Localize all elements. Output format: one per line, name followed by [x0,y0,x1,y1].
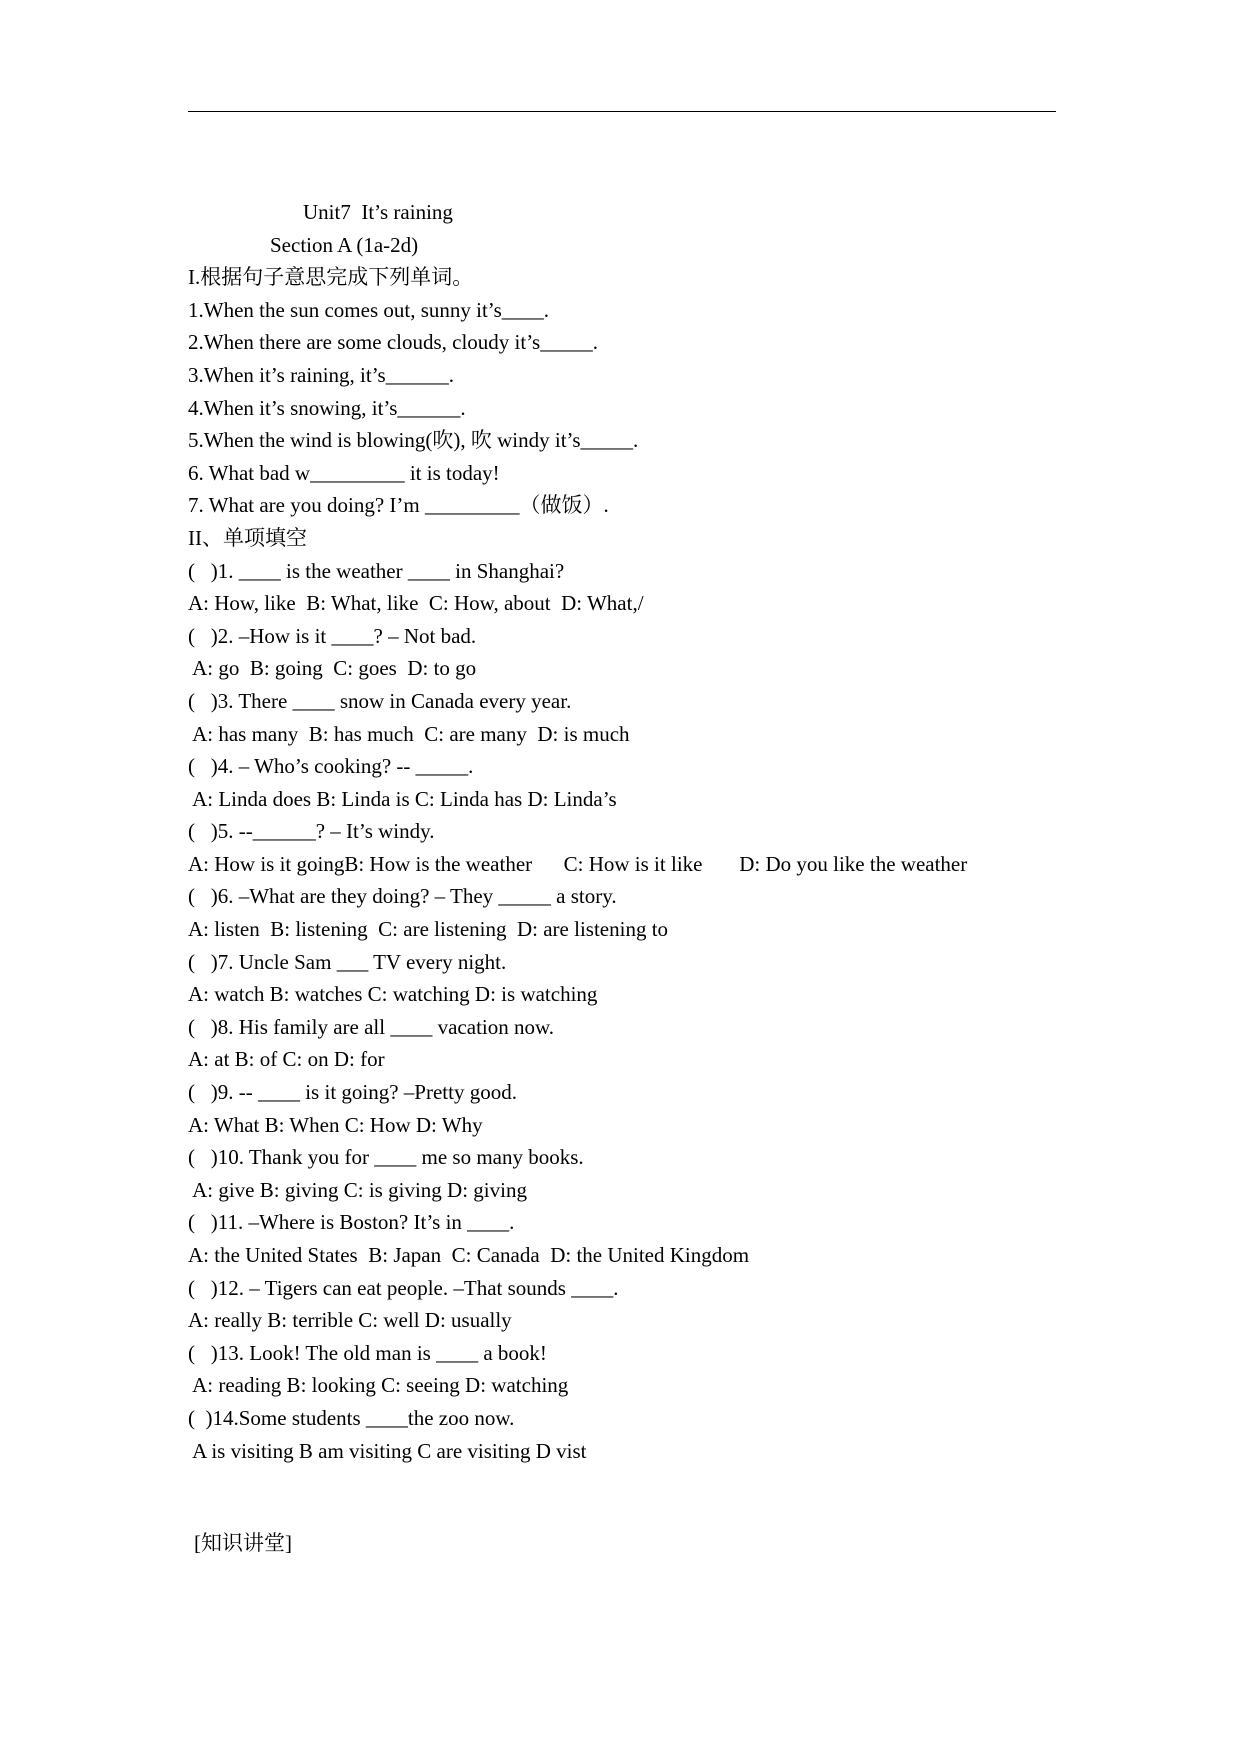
question-stem: ( )3. There ____ snow in Canada every year. [188,688,572,713]
question-stem: ( )6. –What are they doing? – They _____ a story. [188,884,617,909]
part1-item: 7. What are you doing? I’m _________（做饭）. [188,493,609,518]
question-options: A: at B: of C: on D: for [188,1047,385,1072]
part1-heading: I.根据句子意思完成下列单词。 [188,265,474,290]
question-stem: ( )13. Look! The old man is ____ a book! [188,1340,547,1365]
question-options: A: watch B: watches C: watching D: is watching [188,982,598,1007]
question-options: A: How, like B: What, like C: How, about D: What,/ [188,591,644,616]
question-options: A: reading B: looking C: seeing D: watching [188,1373,569,1398]
question-options: A: listen B: listening C: are listening D: are listening to [188,917,669,942]
worksheet-content [188,196,1188,1560]
question-stem: ( )11. –Where is Boston? It’s in ____. [188,1210,515,1235]
question-options: A: go B: going C: goes D: to go [188,656,477,681]
question-options: A: Linda does B: Linda is C: Linda has D: Linda’s [188,786,617,811]
part1-item: 3.When it’s raining, it’s______. [188,362,454,387]
section-title: Section A (1a-2d) [270,232,419,257]
question-stem: ( )4. – Who’s cooking? -- _____. [188,754,474,779]
question-options: A: How is it goingB: How is the weather C: How is it like D: Do you like the weather [188,851,968,876]
question-stem: ( )10. Thank you for ____ me so many books. [188,1145,584,1170]
part1-item: 6. What bad w_________ it is today! [188,460,500,485]
part1-item: 4.When it’s snowing, it’s______. [188,395,466,420]
unit-title: Unit7 It’s raining [303,200,453,224]
question-options: A: the United States B: Japan C: Canada D: the United Kingdom [188,1243,750,1267]
question-stem: ( )7. Uncle Sam ___ TV every night. [188,949,507,974]
question-stem: ( )5. --______? – It’s windy. [188,819,435,844]
spacer [188,1467,1188,1527]
question-stem: ( )9. -- ____ is it going? –Pretty good. [188,1080,517,1105]
question-options: A: has many B: has much C: are many D: is much [188,721,630,746]
knowledge-heading: [知识讲堂] [194,1531,292,1556]
part1-item: 2.When there are some clouds, cloudy it’s_____. [188,330,598,355]
part1-item: 1.When the sun comes out, sunny it’s____. [188,297,550,322]
part1-item: 5.When the wind is blowing(吹), 吹 windy it’s_____. [188,428,639,453]
question-stem: ( )1. ____ is the weather ____ in Shanghai? [188,558,565,583]
question-stem: ( )14.Some students ____the zoo now. [188,1405,515,1430]
question-options: A: give B: giving C: is giving D: giving [188,1177,527,1202]
question-options: A: What B: When C: How D: Why [188,1112,483,1137]
question-stem: ( )2. –How is it ____? – Not bad. [188,623,477,648]
header-rule [188,111,1056,112]
question-options: A is visiting B am visiting C are visiting D vist [188,1438,587,1463]
question-stem: ( )8. His family are all ____ vacation now. [188,1014,555,1039]
part2-heading: II、单项填空 [188,525,307,550]
question-stem: ( )12. – Tigers can eat people. –That sounds ____. [188,1275,619,1300]
question-options: A: really B: terrible C: well D: usually [188,1308,512,1333]
